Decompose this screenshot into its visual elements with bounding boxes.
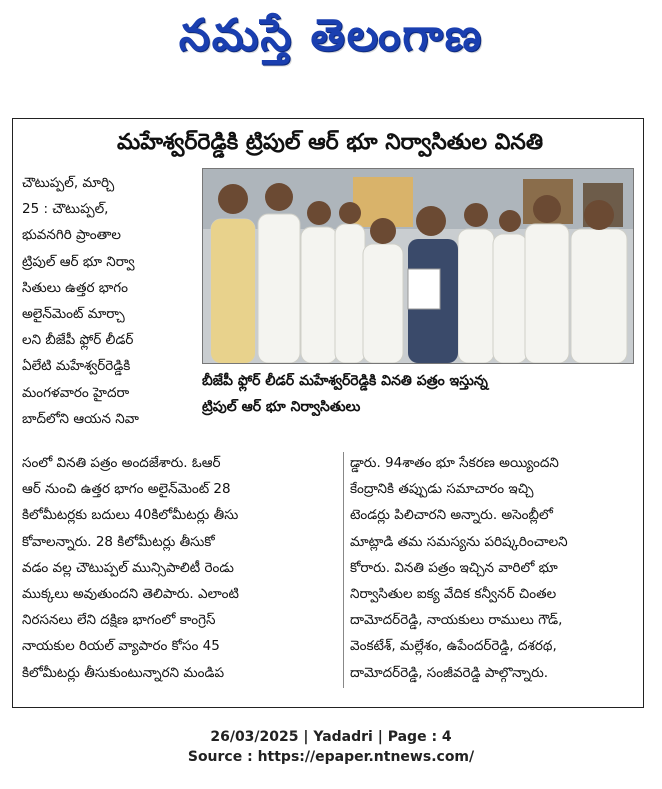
text-line: సంలో వినతి పత్రం అందజేశారు. ఓఆర్	[22, 455, 221, 471]
group-photo-image	[203, 169, 633, 363]
text-line: నిరసనలు లేని దక్షిణ భాగంలో కాంగ్రెస్	[22, 612, 216, 629]
text-line: టెండర్లు పిలిచారని అన్నారు. అసెంబ్లీలో	[350, 507, 553, 524]
text-line: ట్రిపుల్ ఆర్ భూ నిర్వా	[22, 253, 135, 270]
text-line: కేంద్రానికి తప్పుడు సమాచారం ఇచ్చి	[350, 481, 534, 498]
text-line: నాయకుల రియల్ వ్యాపారం కోసం 45	[22, 638, 220, 655]
article-body-left-column	[22, 450, 338, 686]
source-link[interactable]: Source : https://epaper.ntnews.com/	[187, 749, 475, 765]
text-line: భువనగిరి ప్రాంతాల	[22, 227, 121, 244]
article-body-narrow-column	[22, 170, 194, 432]
column-divider	[343, 452, 344, 688]
text-line: మాట్లాడి తమ సమస్యను పరిష్కరించాలని	[350, 533, 568, 550]
text-line: సితులు ఉత్తర భాగం	[22, 279, 128, 296]
text-line: కిలోమీటర్లకు బదులు 40కిలోమీటర్లు తీసు	[22, 507, 239, 524]
text-line: చౌటుప్పల్, మార్చి	[22, 175, 115, 191]
caption-line: ట్రిపుల్ ఆర్ భూ నిర్వాసితులు	[202, 399, 361, 415]
text-line: ముక్కలు అవుతుందని తెలిపారు. ఎలాంటి	[22, 586, 239, 603]
photo-caption	[202, 368, 634, 426]
text-line: లని బీజేపీ ఫ్లోర్ లీడర్	[22, 332, 134, 349]
article-photo	[202, 168, 634, 364]
text-line: ఆర్ నుంచి ఉత్తర భాగం అలైన్‌మెంట్ 28	[22, 481, 231, 498]
article-body-right-column	[350, 450, 634, 686]
text-line: కోరారు. వినతి పత్రం ఇచ్చిన వారిలో భూ	[350, 559, 558, 576]
text-line: మంగళవారం హైదరా	[22, 384, 130, 401]
text-line: వడం వల్ల చౌటుప్పల్ మున్సిపాలిటీ రెండు	[22, 559, 234, 576]
text-line: నిర్వాసితుల ఐక్య వేదిక కన్వీనర్ చింతల	[350, 586, 557, 603]
text-line: దామోదర్‌రెడ్డి, నాయకులు రాములు గౌడ్,	[350, 612, 563, 629]
masthead	[0, 0, 662, 88]
caption-line: బీజేపీ ఫ్లోర్ లీడర్ మహేశ్వర్‌రెడ్డికి వినతి పత్రం ఇస్తున్న	[202, 373, 488, 389]
text-line: దామోదర్‌రెడ్డి, సంజీవరెడ్డి పాల్గొన్నారు.	[350, 664, 549, 681]
text-line: వెంకటేశ్, మల్లేశం, ఉపేందర్‌రెడ్డి, దశరథ,	[350, 638, 557, 655]
newspaper-logo-title: నమస్తే తెలంగాణ	[178, 10, 484, 61]
text-line: ఏలేటి మహేశ్వర్‌రెడ్డికి	[22, 358, 131, 375]
text-line: కిలోమీటర్లు తీసుకుంటున్నారని మండిప	[22, 664, 225, 681]
text-line: అలైన్‌మెంట్ మార్చా	[22, 306, 125, 323]
text-line: కోవాలన్నారు. 28 కిలోమీటర్లు తీసుకో	[22, 533, 215, 550]
edition-date-page: 26/03/2025 | Yadadri | Page : 4	[210, 729, 452, 745]
text-line: 25 : చౌటుప్పల్,	[22, 201, 109, 218]
text-line: బాద్‌లోని ఆయన నివా	[22, 410, 139, 427]
text-line: డ్డారు. 94శాతం భూ సేకరణ అయ్యిందని	[350, 455, 559, 471]
article-headline: మహేశ్వర్‌రెడ్డికి ట్రిపుల్ ఆర్ భూ నిర్వాసితుల వినతి	[116, 130, 544, 155]
